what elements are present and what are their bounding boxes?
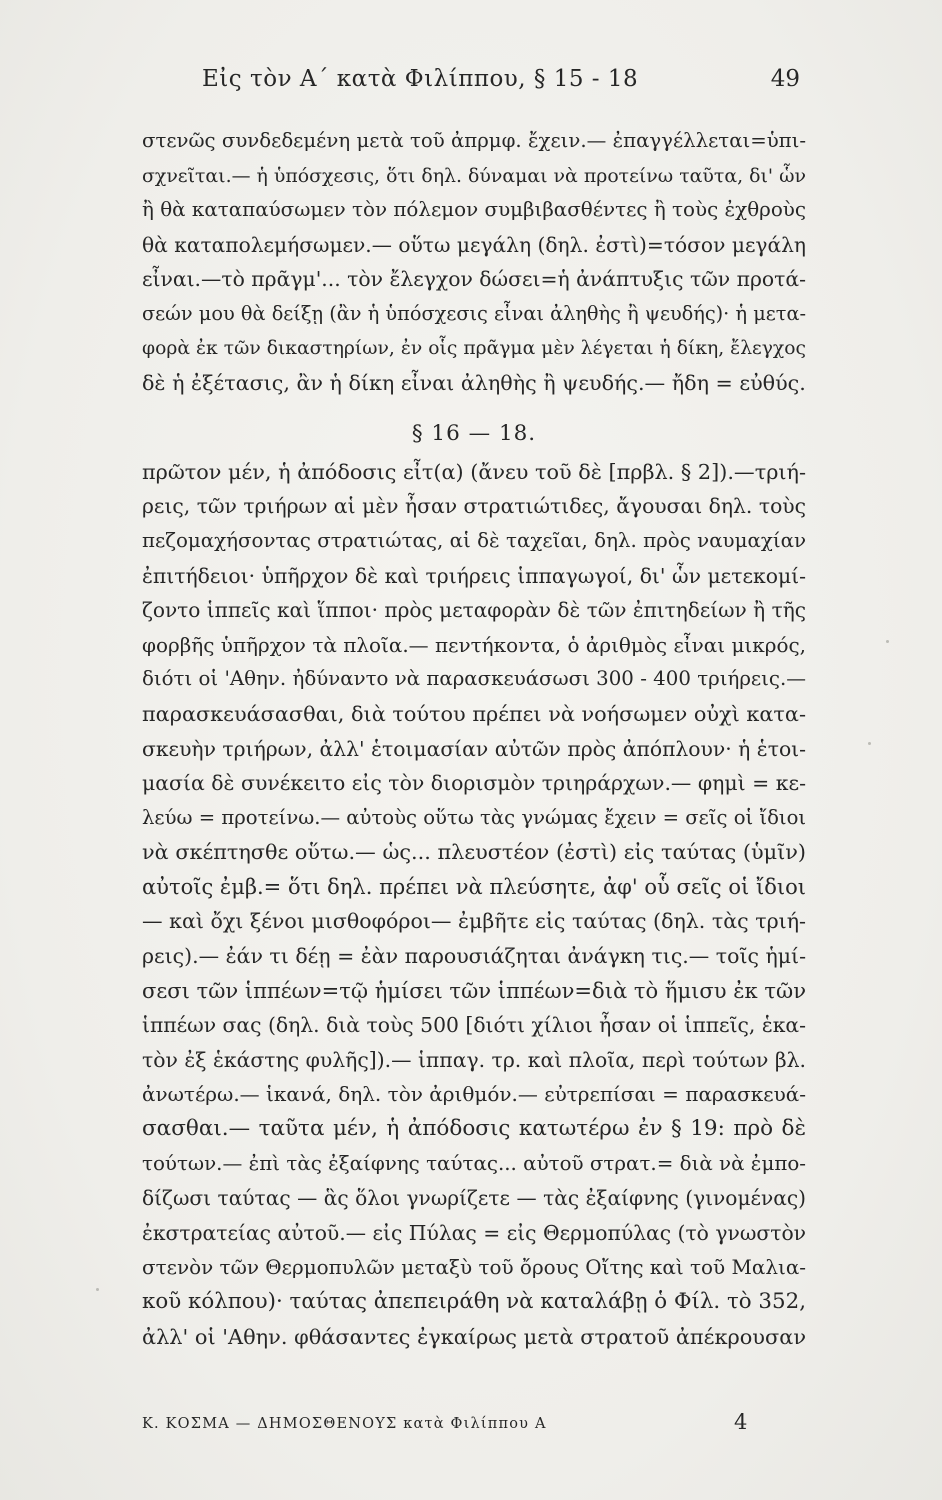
text-line: σασθαι.— ταῦτα μέν, ἡ ἀπόδοσις κατωτέρω ἐν § 19: πρὸ δὲ: [142, 1116, 806, 1142]
text-line: πρῶτον μέν, ἡ ἀπόδοσις εἶτ(α) (ἄνευ τοῦ δὲ [πρβλ. § 2]).—τριή-: [142, 459, 806, 484]
text-line: τούτων.— ἐπὶ τὰς ἐξαίφνης ταύτας... αὐτοῦ στρατ.= διὰ νὰ ἐμπο-: [142, 1151, 806, 1175]
text-line: διότι οἱ 'Αθην. ἠδύναντο νὰ παρασκευάσωσι 300 - 400 τριήρεις.—: [142, 667, 806, 691]
text-line: ἐπιτήδειοι· ὑπῆρχον δὲ καὶ τριήρεις ἱππαγωγοί, δι' ὧν μετεκομί-: [142, 563, 806, 588]
text-line: κοῦ κόλπου)· ταύτας ἀπεπειράθη νὰ καταλάβῃ ὁ Φίλ. τὸ 352,: [142, 1289, 806, 1314]
text-line: φορβῆς ὑπῆρχον τὰ πλοῖα.— πεντήκοντα, ὁ ἀριθμὸς εἶναι μικρός,: [142, 632, 806, 657]
text-line: μασία δὲ συνέκειτο εἰς τὸν διορισμὸν τριηράρχων.— φημὶ = κε-: [142, 771, 806, 796]
text-line: ρεις).— ἐάν τι δέῃ = ἐὰν παρουσιάζηται ἀνάγκη τις.— τοῖς ἡμί-: [142, 944, 806, 969]
printer-signature: Κ. ΚΟΣΜΑ — ΔΗΜΟΣΘΕΝΟΥΣ κατὰ Φιλίππου Α: [142, 1416, 547, 1432]
section-continued-commentary: [142, 124, 806, 401]
text-line: ρεις, τῶν τριήρων αἱ μὲν ἦσαν στρατιώτιδες, ἄγουσαι δηλ. τοὺς: [142, 494, 806, 519]
paper-speck: [886, 640, 889, 643]
text-line: ζοντο ἱππεῖς καὶ ἵπποι· πρὸς μεταφορὰν δὲ τῶν ἐπιτηδείων ἢ τῆς: [142, 598, 806, 623]
text-line: εἶναι.—τὸ πρᾶγμ'... τὸν ἔλεγχον δώσει=ἡ ἀνάπτυξις τῶν προτά-: [142, 267, 806, 292]
text-line: νὰ σκέπτησθε οὕτω.— ὡς... πλευστέον (ἐστὶ) εἰς ταύτας (ὑμῖν): [142, 840, 806, 865]
paper-speck: [868, 742, 871, 745]
section-heading: § 16 — 18.: [411, 420, 537, 446]
text-line: σεών μου θὰ δείξῃ (ἂν ἡ ὑπόσχεσις εἶναι ἀληθὴς ἢ ψευδής)· ἡ μετα-: [142, 301, 806, 325]
running-title: Εἰς τὸν Α΄ κατὰ Φιλίππου, § 15 - 18: [202, 66, 639, 92]
text-line: στενὸν τῶν Θερμοπυλῶν μεταξὺ τοῦ ὄρους Οἴτης καὶ τοῦ Μαλια-: [142, 1255, 807, 1280]
text-line: φορὰ ἐκ τῶν δικαστηρίων, ἐν οἷς πρᾶγμα μὲν λέγεται ἡ δίκη, ἔλεγχος: [142, 337, 806, 359]
text-line: θὰ καταπολεμήσωμεν.— οὕτω μεγάλη (δηλ. ἐστὶ)=τόσον μεγάλη: [142, 232, 806, 257]
text-line: — καὶ ὄχι ξένοι μισθοφόροι— ἐμβῆτε εἰς ταύτας (δηλ. τὰς τριή-: [142, 909, 806, 934]
text-line: παρασκευάσασθαι, διὰ τούτου πρέπει νὰ νοήσωμεν οὐχὶ κατα-: [142, 701, 806, 726]
section-commentary-16-18: [142, 455, 806, 1354]
text-line: ἀλλ' οἱ 'Αθην. φθάσαντες ἐγκαίρως μετὰ στρατοῦ ἀπέκρουσαν: [142, 1324, 806, 1349]
text-line: αὐτοῖς ἐμβ.= ὅτι δηλ. πρέπει νὰ πλεύσητε, ἀφ' οὗ σεῖς οἱ ἴδιοι: [142, 873, 806, 899]
sheet-number: 4: [734, 1410, 748, 1434]
text-line: στενῶς συνδεδεμένη μετὰ τοῦ ἀπρμφ. ἔχειν.— ἐπαγγέλλεται=ὑπι-: [142, 129, 806, 152]
body-text: [142, 124, 806, 1354]
running-head: [140, 66, 800, 106]
text-line: σχνεῖται.— ἡ ὑπόσχεσις, ὅτι δηλ. δύναμαι νὰ προτείνω ταῦτα, δι' ὧν: [142, 164, 806, 187]
text-line: σκευὴν τριήρων, ἀλλ' ἑτοιμασίαν αὐτῶν πρὸς ἀπόπλουν· ἡ ἑτοι-: [142, 736, 806, 761]
text-line: τὸν ἐξ ἑκάστης φυλῆς]).— ἱππαγ. τρ. καὶ πλοῖα, περὶ τούτων βλ.: [142, 1047, 806, 1072]
text-line: πεζομαχήσοντας στρατιώτας, αἱ δὲ ταχεῖαι, δηλ. πρὸς ναυμαχίαν: [142, 528, 806, 552]
text-line: ἱππέων σας (δηλ. διὰ τοὺς 500 [διότι χίλιοι ἦσαν οἱ ἱππεῖς, ἑκα-: [142, 1013, 806, 1038]
text-line: σεσι τῶν ἱππέων=τῷ ἡμίσει τῶν ἱππέων=διὰ τὸ ἥμισυ ἐκ τῶν: [142, 977, 806, 1003]
text-line: δίζωσι ταύτας — ἃς ὅλοι γνωρίζετε — τὰς ἐξαίφνης (γινομένας): [142, 1186, 806, 1211]
paper-speck: [96, 1288, 99, 1291]
text-line: ἐκστρατείας αὐτοῦ.— εἰς Πύλας = εἰς Θερμοπύλας (τὸ γνωστὸν: [142, 1220, 806, 1245]
text-line: ἢ θὰ καταπαύσωμεν τὸν πόλεμον συμβιβασθέντες ἢ τοὺς ἐχθροὺς: [142, 198, 806, 222]
page-footer: [142, 1412, 806, 1442]
text-line: δὲ ἡ ἐξέτασις, ἂν ἡ δίκη εἶναι ἀληθὴς ἢ ψευδής.— ἤδη = εὐθύς.: [142, 371, 806, 396]
page-number: 49: [770, 66, 800, 92]
text-line: λεύω = προτείνω.— αὐτοὺς οὕτω τὰς γνώμας ἔχειν = σεῖς οἱ ἴδιοι: [142, 805, 807, 829]
text-line: ἀνωτέρω.— ἱκανά, δηλ. τὸν ἀριθμόν.— εὐτρεπίσαι = παρασκευά-: [142, 1082, 806, 1107]
